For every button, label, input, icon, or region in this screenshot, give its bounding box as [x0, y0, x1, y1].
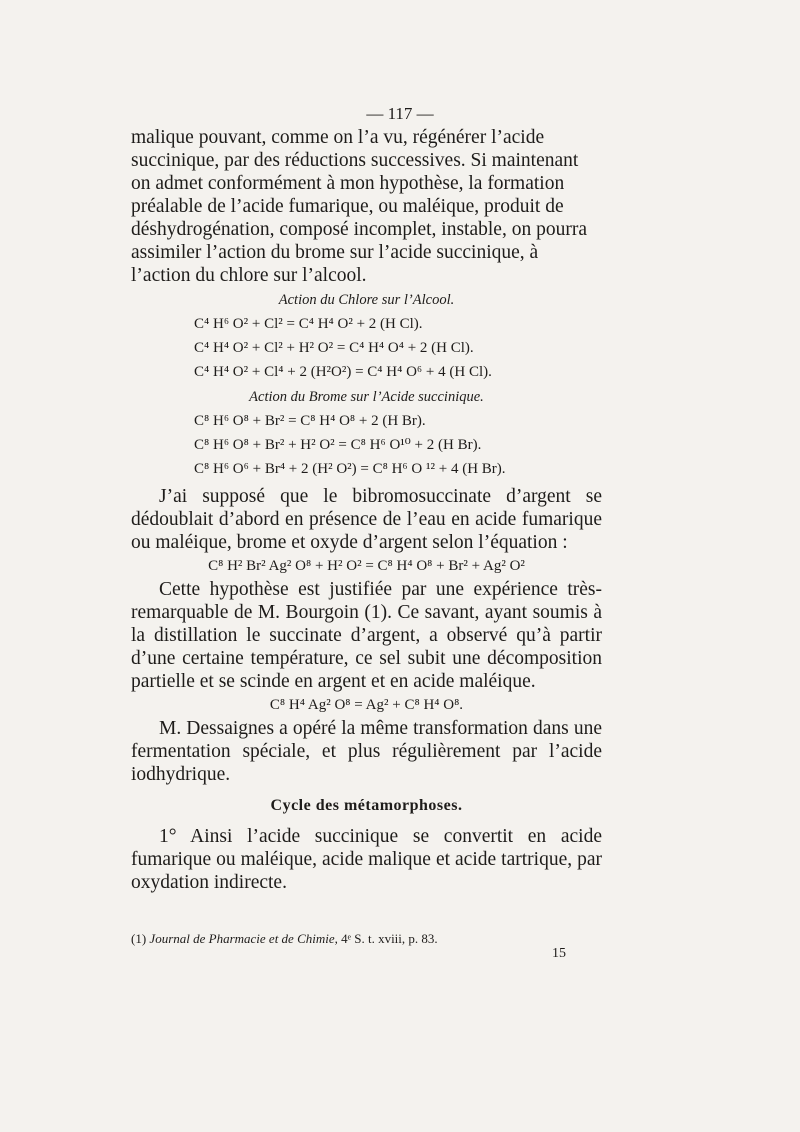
- page-number: — 117 —: [366, 104, 434, 123]
- signature-mark: 15: [552, 946, 566, 961]
- footnote-journal: Journal de Pharmacie et de Chimie,: [149, 931, 338, 946]
- paragraph-3: Cette hypothèse est justifiée par une expérience très-remarquable de M. Bourgoin (1). Ce savant, ayant soumis à la distillation le succinate d’argent, a observé qu’à partir d’une certaine température, ce sel subit une décomposition partielle et se scinde en argent et en acide maléique.: [131, 579, 602, 692]
- heading-cycle: Cycle des métamorphoses.: [270, 797, 463, 814]
- equation-chlore-1: C⁴ H⁶ O² + Cl² = C⁴ H⁴ O² + 2 (H Cl).: [194, 316, 423, 332]
- heading-chlore: Action du Chlore sur l’Alcool.: [278, 292, 455, 308]
- footnote: [131, 931, 438, 947]
- equation-bourgoin: C⁸ H⁴ Ag² O⁸ = Ag² + C⁸ H⁴ O⁸.: [269, 697, 464, 713]
- paragraph-1: malique pouvant, comme on l’a vu, régénérer l’acide succinique, par des réductions successives. Si maintenant on admet conformément à mon hypothèse, la formation préalable de l’acide fumarique, ou maléique, produit de déshydrogénation, composé incomplet, instable, on pourra assimiler l’action du brome sur l’acide succinique, à l’action du chlore sur l’alcool.: [131, 127, 587, 286]
- body-text: [131, 126, 602, 894]
- heading-brome: Action du Brome sur l’Acide succinique.: [249, 389, 484, 405]
- equation-brome-3: C⁸ H⁶ O⁶ + Br⁴ + 2 (H² O²) = C⁸ H⁶ O ¹² + 4 (H Br).: [194, 461, 506, 477]
- equation-chlore-2: C⁴ H⁴ O² + Cl² + H² O² = C⁴ H⁴ O⁴ + 2 (H Cl).: [194, 340, 474, 356]
- equation-brome-1: C⁸ H⁶ O⁸ + Br² = C⁸ H⁴ O⁸ + 2 (H Br).: [194, 413, 426, 429]
- footnote-reference: 4ᵉ S. t. xviii, p. 83.: [341, 931, 438, 946]
- paragraph-5: 1° Ainsi l’acide succinique se convertit en acide fumarique ou maléique, acide malique et acide tartrique, par oxydation indirecte.: [131, 826, 602, 893]
- footnote-mark: (1): [131, 931, 147, 946]
- equation-chlore-3: C⁴ H⁴ O² + Cl⁴ + 2 (H²O²) = C⁴ H⁴ O⁶ + 4 (H Cl).: [194, 364, 492, 380]
- paragraph-4: M. Dessaignes a opéré la même transformation dans une fermentation spéciale, et plus régulièrement par l’acide iodhydrique.: [131, 718, 602, 785]
- equation-argent: C⁸ H² Br² Ag² O⁸ + H² O² = C⁸ H⁴ O⁸ + Br² + Ag² O²: [208, 558, 525, 574]
- equation-brome-2: C⁸ H⁶ O⁸ + Br² + H² O² = C⁸ H⁶ O¹⁰ + 2 (H Br).: [194, 437, 482, 453]
- paragraph-2: J’ai supposé que le bibromosuccinate d’argent se dédoublait d’abord en présence de l’eau en acide fumarique ou maléique, brome et oxyde d’argent selon l’équation :: [131, 486, 602, 553]
